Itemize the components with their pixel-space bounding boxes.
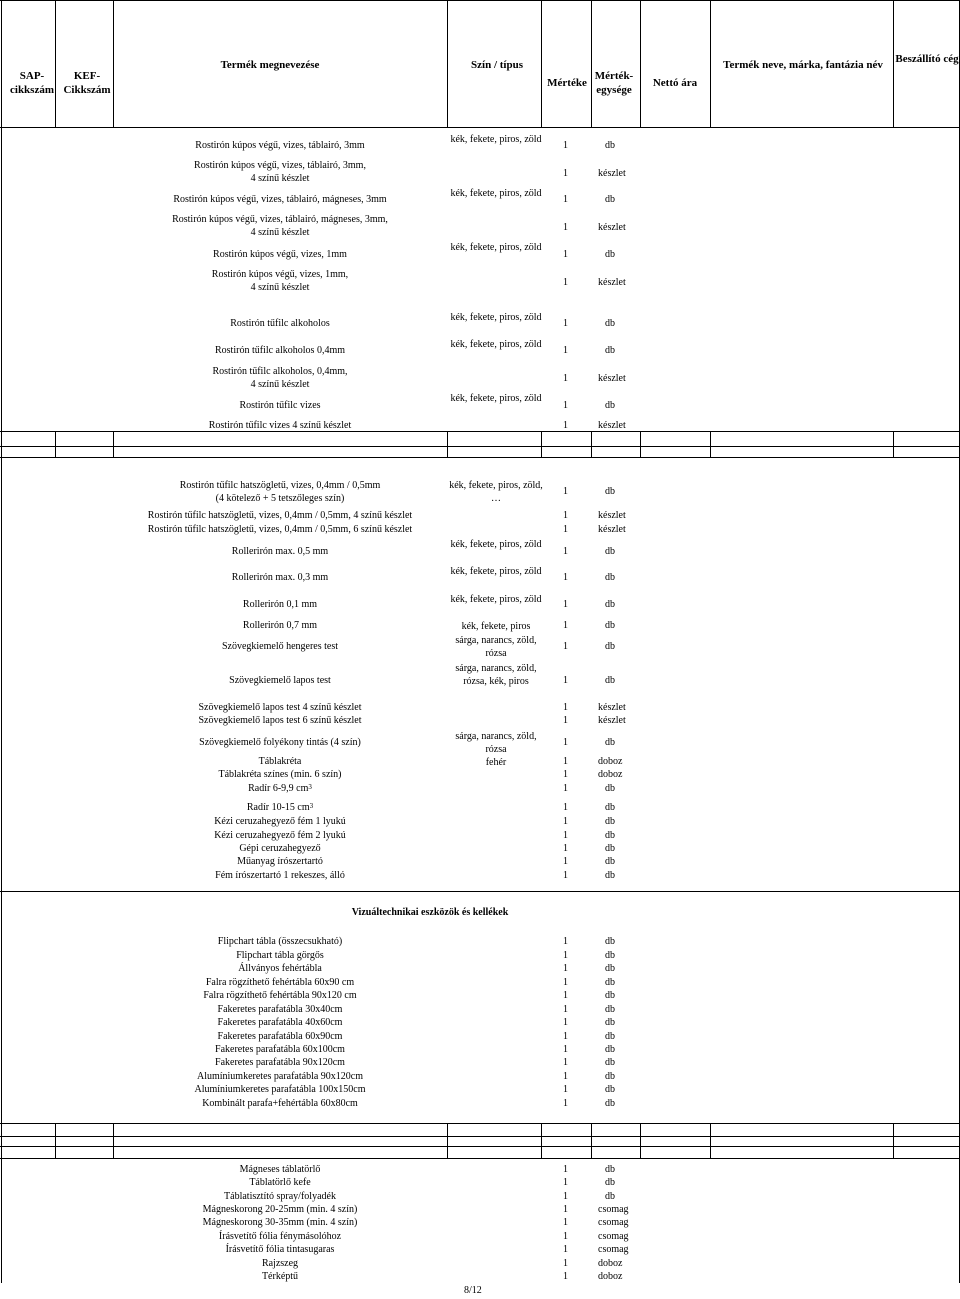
item-qty: 1 xyxy=(563,222,568,233)
item-color: kék, fekete, piros, zöld xyxy=(450,393,542,404)
header-szin: Szín / típus xyxy=(471,59,523,71)
item-unit: db xyxy=(605,950,615,961)
item-unit: db xyxy=(605,870,615,881)
item-color: kék, fekete, piros, zöld xyxy=(450,539,542,550)
item-unit: db xyxy=(605,1004,615,1015)
item-qty: 1 xyxy=(563,1031,568,1042)
item-qty: 1 xyxy=(563,345,568,356)
item-color: sárga, narancs, zöld, rózsa xyxy=(455,635,537,659)
item-name: Rostirón tűfilc vizes 4 színű készlet xyxy=(208,420,352,431)
item-qty: 1 xyxy=(563,140,568,151)
item-unit: db xyxy=(605,977,615,988)
item-name: Mágneses táblatörlő xyxy=(239,1164,321,1175)
item-qty: 1 xyxy=(563,510,568,521)
header-sap: SAP-cikkszám xyxy=(10,70,54,96)
item-name: Rostirón kúpos végű, vizes, táblairó, mágneses, 3mm, 4 színű készlet xyxy=(172,214,388,238)
item-unit: db xyxy=(605,1017,615,1028)
item-qty: 1 xyxy=(563,783,568,794)
item-color: sárga, narancs, zöld, rózsa, kék, piros xyxy=(455,663,537,687)
item-qty: 1 xyxy=(563,1191,568,1202)
item-unit: csomag xyxy=(598,1231,629,1242)
item-unit: db xyxy=(605,936,615,947)
item-name: Állványos fehértábla xyxy=(238,963,322,974)
item-unit: készlet xyxy=(598,715,626,726)
item-qty: 1 xyxy=(563,675,568,686)
item-name: Gépi ceruzahegyező xyxy=(239,843,321,854)
header-mertek: Mértéke xyxy=(547,77,587,89)
item-unit: db xyxy=(605,1191,615,1202)
header-mertekegyseg: Mérték-egysége xyxy=(594,70,634,96)
item-name: Írásvetítő fólia fénymásolóhoz xyxy=(218,1231,342,1242)
item-name: Rostirón tűfilc alkoholos 0,4mm xyxy=(215,345,345,356)
item-unit: db xyxy=(605,194,615,205)
item-unit: csomag xyxy=(598,1204,629,1215)
item-name: Rostirón tűfilc hatszögletű, vizes, 0,4mm / 0,5mm, 4 színű készlet xyxy=(147,510,413,521)
item-qty: 1 xyxy=(563,420,568,431)
item-unit: db xyxy=(605,816,615,827)
item-qty: 1 xyxy=(563,620,568,631)
item-color: kék, fekete, piros, zöld, … xyxy=(449,480,543,504)
item-unit: db xyxy=(605,140,615,151)
item-qty: 1 xyxy=(563,816,568,827)
item-qty: 1 xyxy=(563,249,568,260)
item-qty: 1 xyxy=(563,1084,568,1095)
item-qty: 1 xyxy=(563,373,568,384)
item-unit: készlet xyxy=(598,420,626,431)
item-qty: 1 xyxy=(563,769,568,780)
item-unit: db xyxy=(605,620,615,631)
item-name: Fakeretes parafatábla 90x120cm xyxy=(215,1057,345,1068)
item-qty: 1 xyxy=(563,194,568,205)
item-unit: db xyxy=(605,1057,615,1068)
item-qty: 1 xyxy=(563,1164,568,1175)
item-unit: db xyxy=(605,963,615,974)
header-kef: KEF-Cikkszám xyxy=(63,70,111,96)
item-name: Fém írószertartó 1 rekeszes, álló xyxy=(215,870,345,881)
item-color: kék, fekete, piros, zöld xyxy=(450,188,542,199)
item-unit: db xyxy=(605,486,615,497)
item-name: Térképtű xyxy=(261,1271,299,1282)
item-unit: készlet xyxy=(598,524,626,535)
item-name: Mágneskorong 20-25mm (min. 4 szín) xyxy=(202,1204,358,1215)
item-name: Alumíniumkeretes parafatábla 100x150cm xyxy=(194,1084,366,1095)
item-qty: 1 xyxy=(563,950,568,961)
item-name: Kézi ceruzahegyező fém 1 lyukú xyxy=(214,816,346,827)
item-qty: 1 xyxy=(563,486,568,497)
item-name: Radír 6-9,9 $cm^3$ xyxy=(248,783,312,794)
item-name: Rollerirón max. 0,5 mm xyxy=(231,546,329,557)
item-unit: db xyxy=(605,400,615,411)
item-qty: 1 xyxy=(563,830,568,841)
item-name: Falra rögzíthető fehértábla 60x90 cm xyxy=(205,977,355,988)
item-unit: db xyxy=(605,856,615,867)
superscript: 3 xyxy=(309,802,314,810)
item-qty: 1 xyxy=(563,1217,568,1228)
item-qty: 1 xyxy=(563,1204,568,1215)
item-unit: doboz xyxy=(598,1271,623,1282)
item-unit: csomag xyxy=(598,1217,629,1228)
item-name: Írásvetítő fólia tintasugaras xyxy=(225,1244,335,1255)
item-qty: 1 xyxy=(563,702,568,713)
item-unit: db xyxy=(605,830,615,841)
item-unit: készlet xyxy=(598,222,626,233)
item-name: Radír 10-15 $cm^3$ xyxy=(246,802,314,813)
item-name: Rollerirón 0,7 mm xyxy=(242,620,318,631)
item-name: Rollerirón max. 0,3 mm xyxy=(231,572,329,583)
item-qty: 1 xyxy=(563,802,568,813)
item-qty: 1 xyxy=(563,936,568,947)
item-color: fehér xyxy=(485,757,507,768)
item-unit: csomag xyxy=(598,1244,629,1255)
item-name: Táblatisztító spray/folyadék xyxy=(224,1191,336,1202)
item-qty: 1 xyxy=(563,572,568,583)
item-qty: 1 xyxy=(563,168,568,179)
item-unit: db xyxy=(605,675,615,686)
item-qty: 1 xyxy=(563,400,568,411)
item-name: Rostirón kúpos végű, vizes, 1mm, 4 színű készlet xyxy=(211,269,349,293)
header-netto: Nettó ára xyxy=(652,77,698,89)
item-color: kék, fekete, piros, zöld xyxy=(450,134,542,145)
item-unit: készlet xyxy=(598,702,626,713)
header-marka: Termék neve, márka, fantázia név xyxy=(723,59,883,71)
item-name: Flipchart tábla görgős xyxy=(236,950,324,961)
item-qty: 1 xyxy=(563,1098,568,1109)
item-name: Fakeretes parafatábla 60x100cm xyxy=(215,1044,345,1055)
item-unit: db xyxy=(605,599,615,610)
item-qty: 1 xyxy=(563,546,568,557)
item-name: Rostirón tűfilc alkoholos xyxy=(230,318,330,329)
item-name: Rostirón tűfilc alkoholos, 0,4mm, 4 színű készlet xyxy=(212,366,348,390)
item-color: sárga, narancs, zöld, rózsa xyxy=(455,731,537,755)
item-unit: db xyxy=(605,318,615,329)
header-termek: Termék megnevezése xyxy=(220,59,320,71)
item-name: Rostirón kúpos végű, vizes, 1mm xyxy=(213,249,347,260)
item-name: Mágneskorong 30-35mm (min. 4 szín) xyxy=(202,1217,358,1228)
item-unit: db xyxy=(605,546,615,557)
item-name: Rostirón tűfilc hatszögletű, vizes, 0,4mm / 0,5mm, 6 színű készlet xyxy=(147,524,413,535)
item-unit: db xyxy=(605,1044,615,1055)
item-qty: 1 xyxy=(563,1258,568,1269)
item-name: Flipchart tábla (összecsukható) xyxy=(217,936,343,947)
item-qty: 1 xyxy=(563,1231,568,1242)
item-name: Rostirón kúpos végű, vizes, táblairó, 3mm xyxy=(195,140,365,151)
item-qty: 1 xyxy=(563,963,568,974)
item-name: Rostirón tűfilc hatszögletű, vizes, 0,4mm / 0,5mm (4 kötelező + 5 tetszőleges szín) xyxy=(179,480,381,504)
section-title: Vizuáltechnikai eszközök és kellékek xyxy=(351,907,509,918)
item-color: kék, fekete, piros xyxy=(461,621,531,632)
item-qty: 1 xyxy=(563,318,568,329)
item-name: Rollerirón 0,1 mm xyxy=(242,599,318,610)
item-name: Rajzszeg xyxy=(261,1258,299,1269)
item-name: Falra rögzíthető fehértábla 90x120 cm xyxy=(203,990,357,1001)
item-unit: db xyxy=(605,249,615,260)
item-qty: 1 xyxy=(563,1071,568,1082)
item-unit: doboz xyxy=(598,769,623,780)
item-qty: 1 xyxy=(563,1044,568,1055)
item-name: Szövegkiemelő folyékony tintás (4 szín) xyxy=(199,737,361,748)
item-color: kék, fekete, piros, zöld xyxy=(450,242,542,253)
item-unit: db xyxy=(605,843,615,854)
item-qty: 1 xyxy=(563,1244,568,1255)
item-name: Szövegkiemelő hengeres test xyxy=(221,641,339,652)
superscript: 3 xyxy=(308,783,312,791)
item-unit: doboz xyxy=(598,1258,623,1269)
item-unit: db xyxy=(605,572,615,583)
item-qty: 1 xyxy=(563,1177,568,1188)
item-qty: 1 xyxy=(563,599,568,610)
item-unit: doboz xyxy=(598,756,623,767)
item-name: Táblakréta xyxy=(258,756,302,767)
item-qty: 1 xyxy=(563,756,568,767)
item-name: Rostirón tűfilc vizes xyxy=(239,400,321,411)
item-qty: 1 xyxy=(563,990,568,1001)
item-qty: 1 xyxy=(563,1004,568,1015)
item-qty: 1 xyxy=(563,277,568,288)
item-unit: készlet xyxy=(598,277,626,288)
item-unit: db xyxy=(605,1084,615,1095)
item-unit: db xyxy=(605,1177,615,1188)
item-unit: db xyxy=(605,1031,615,1042)
item-name: Szövegkiemelő lapos test 4 színű készlet xyxy=(198,702,362,713)
item-qty: 1 xyxy=(563,1271,568,1282)
item-qty: 1 xyxy=(563,977,568,988)
item-color: kék, fekete, piros, zöld xyxy=(450,339,542,350)
item-qty: 1 xyxy=(563,1017,568,1028)
item-name: Kombinált parafa+fehértábla 60x80cm xyxy=(202,1098,358,1109)
item-qty: 1 xyxy=(563,870,568,881)
item-unit: db xyxy=(605,641,615,652)
item-unit: db xyxy=(605,1071,615,1082)
item-name: Alumíniumkeretes parafatábla 90x120cm xyxy=(196,1071,364,1082)
item-name: Fakeretes parafatábla 60x90cm xyxy=(217,1031,343,1042)
item-qty: 1 xyxy=(563,1057,568,1068)
item-unit: db xyxy=(605,345,615,356)
header-beszallito: Beszállító cég xyxy=(895,53,959,65)
item-qty: 1 xyxy=(563,843,568,854)
item-name: Műanyag írószertartó xyxy=(237,856,323,867)
item-name: Szövegkiemelő lapos test 6 színű készlet xyxy=(198,715,362,726)
item-color: kék, fekete, piros, zöld xyxy=(450,566,542,577)
item-name: Fakeretes parafatábla 30x40cm xyxy=(217,1004,343,1015)
item-name: Fakeretes parafatábla 40x60cm xyxy=(217,1017,343,1028)
item-qty: 1 xyxy=(563,641,568,652)
item-qty: 1 xyxy=(563,524,568,535)
item-qty: 1 xyxy=(563,856,568,867)
item-unit: db xyxy=(605,990,615,1001)
item-qty: 1 xyxy=(563,715,568,726)
item-name: Kézi ceruzahegyező fém 2 lyukú xyxy=(214,830,346,841)
item-name: Szövegkiemelő lapos test xyxy=(229,675,331,686)
item-name: Táblatörlő kefe xyxy=(249,1177,311,1188)
item-unit: készlet xyxy=(598,373,626,384)
item-qty: 1 xyxy=(563,737,568,748)
item-unit: db xyxy=(605,737,615,748)
item-name: Rostirón kúpos végű, vizes, táblairó, 3mm, 4 színű készlet xyxy=(194,160,366,184)
page-number: 8/12 xyxy=(464,1285,482,1296)
item-color: kék, fekete, piros, zöld xyxy=(450,312,542,323)
item-name: Rostirón kúpos végű, vizes, táblairó, mágneses, 3mm xyxy=(173,194,387,205)
item-color: kék, fekete, piros, zöld xyxy=(450,594,542,605)
item-unit: db xyxy=(605,783,615,794)
item-unit: készlet xyxy=(598,168,626,179)
item-unit: db xyxy=(605,802,615,813)
item-unit: készlet xyxy=(598,510,626,521)
item-unit: db xyxy=(605,1098,615,1109)
item-name: Táblakréta színes (min. 6 szín) xyxy=(218,769,342,780)
item-unit: db xyxy=(605,1164,615,1175)
